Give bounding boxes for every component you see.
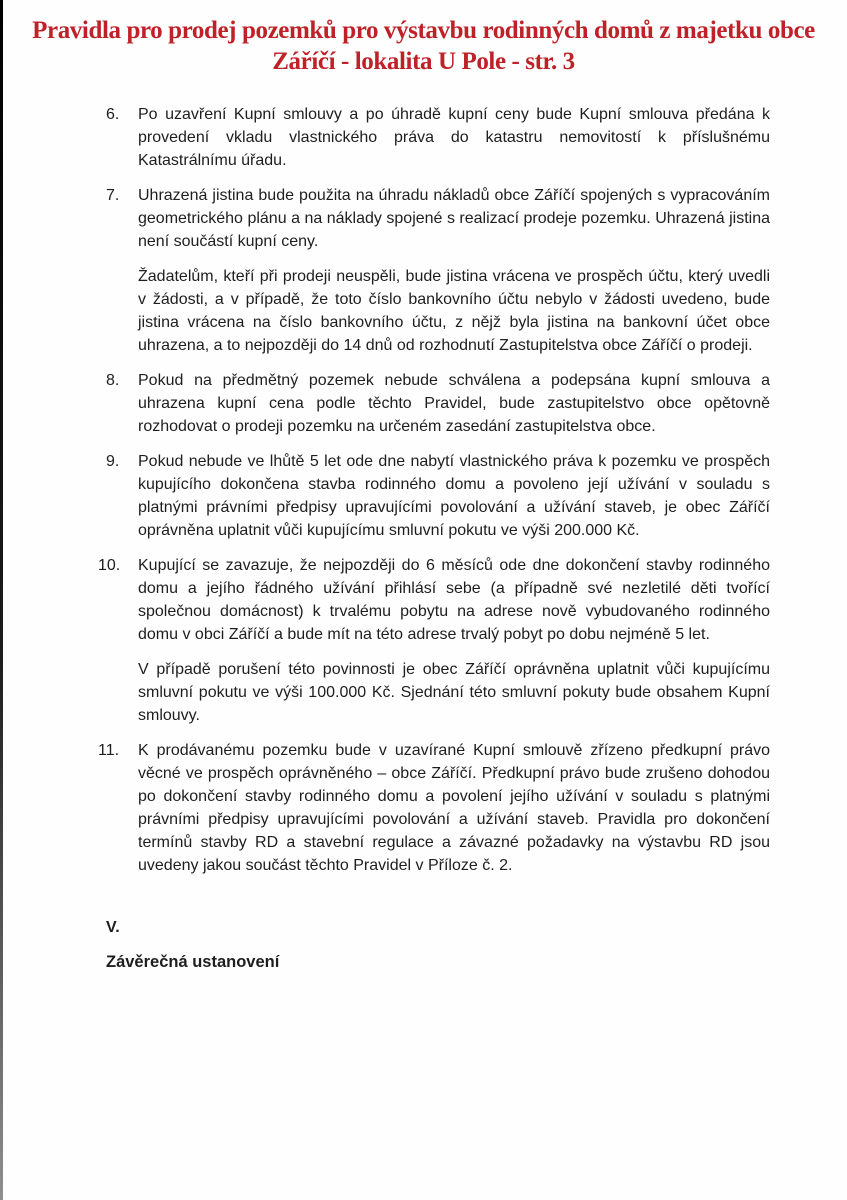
item-number-7: 7. (106, 187, 120, 204)
item-number-8: 8. (106, 372, 120, 389)
paragraph: V případě porušení této povinnosti je obec Záříčí oprávněna uplatnit vůči kupujícímu smluvní pokutu ve výši 100.000 Kč. Sjednání této smluvní pokuty bude obsahem Kupní smlouvy. (138, 661, 770, 724)
document-title-line2: Záříčí - lokalita U Pole - str. 3 (272, 48, 575, 75)
scan-edge-artifact (0, 0, 3, 1200)
list-item-11 (98, 739, 770, 889)
closing-section (106, 916, 770, 974)
item-text-6 (138, 103, 770, 184)
item-text-7 (138, 184, 770, 369)
paragraph: Pokud na předmětný pozemek nebude schválena a podepsána kupní smlouva a uhrazena kupní cena podle těchto Pravidel, bude zastupitelstvo obce opětovně rozhodovat o prodeji pozemku na určeném zasedání zastupitelstva obce. (138, 372, 770, 435)
list-item-6 (106, 103, 770, 184)
paragraph: Uhrazená jistina bude použita na úhradu nákladů obce Záříčí spojených s vypracováním geometrického plánu a na náklady spojené s realizací prodeje pozemku. Uhrazená jistina není součástí kupní ceny. (138, 187, 770, 250)
item-text-10 (138, 554, 770, 739)
item-number-9: 9. (106, 453, 120, 470)
list-item-9 (106, 450, 770, 554)
document-body (98, 103, 770, 974)
item-text-8 (138, 369, 770, 450)
item-text-9 (138, 450, 770, 554)
list-item-8 (106, 369, 770, 450)
document-title (0, 0, 847, 77)
paragraph: Po uzavření Kupní smlouvy a po úhradě kupní ceny bude Kupní smlouva předána k provedení vkladu vlastnického práva do katastru nemovitostí k příslušnému Katastrálnímu úřadu. (138, 106, 770, 169)
section-heading: Závěrečná ustanovení (106, 953, 280, 971)
paragraph: Kupující se zavazuje, že nejpozději do 6 měsíců ode dne dokončení stavby rodinného domu a jejího řádného užívání přihlásí sebe (a případně své nezletilé děti tvořící společnou domácnost) k trvalému pobytu na adrese nově vybudovaného rodinného domu v obci Záříčí a bude mít na této adrese trvalý pobyt po dobu nejméně 5 let. (138, 557, 770, 643)
list-item-7 (106, 184, 770, 369)
document-title-line1: Pravidla pro prodej pozemků pro výstavbu rodinných domů z majetku obce (32, 17, 815, 44)
paragraph: Pokud nebude ve lhůtě 5 let ode dne nabytí vlastnického práva k pozemku ve prospěch kupujícího dokončena stavba rodinného domu a povoleno její užívání v souladu s platnými právními předpisy upravujícími povolování a užívání staveb, je obec Záříčí oprávněna uplatnit vůči kupujícímu smluvní pokutu ve výši 200.000 Kč. (138, 453, 770, 539)
list-item-10 (98, 554, 770, 739)
item-text-11 (138, 739, 770, 889)
section-numeral: V. (106, 919, 120, 936)
paragraph: Žadatelům, kteří při prodeji neuspěli, bude jistina vrácena ve prospěch účtu, který uvedli v žádosti, a v případě, že toto číslo bankovního účtu nebylo v žádosti uvedeno, bude jistina vrácena na číslo bankovního účtu, z nějž byla jistina na bankovní účet obce uhrazena, a to nejpozději do 14 dnů od rozhodnutí Zastupitelstva obce Záříčí o prodeji. (138, 268, 770, 354)
item-number-10: 10. (98, 557, 121, 574)
item-number-11: 11. (98, 742, 120, 759)
paragraph: K prodávanému pozemku bude v uzavírané Kupní smlouvě zřízeno předkupní právo věcné ve prospěch oprávněného – obce Záříčí. Předkupní právo bude zrušeno dohodou po dokončení stavby rodinného domu a povolení jejího užívání v souladu s platnými právními předpisy upravujícími povolování a užívání staveb. Pravidla pro dokončení termínů stavby RD a stavební regulace a závazné požadavky na výstavbu RD jsou uvedeny jakou součást těchto Pravidel v Příloze č. 2. (138, 742, 770, 874)
item-number-6: 6. (106, 106, 120, 123)
